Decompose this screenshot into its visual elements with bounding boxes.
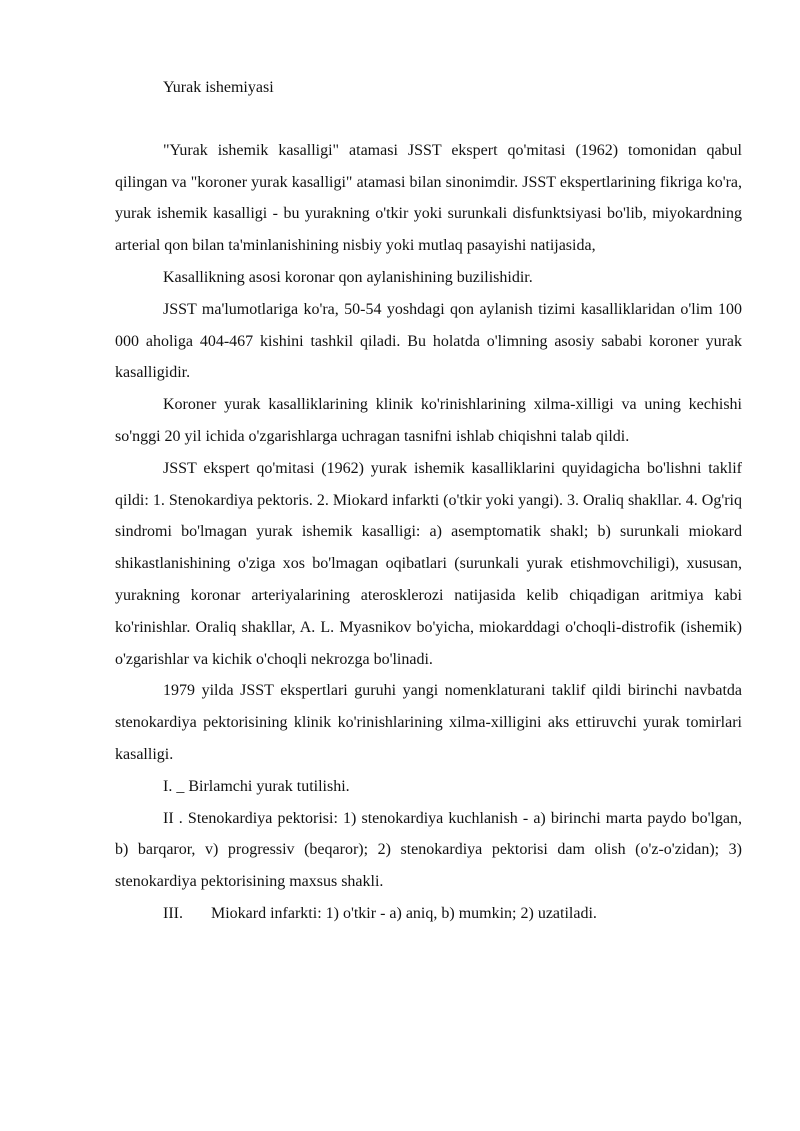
paragraph-2: Kasallikning asosi koronar qon aylanishining buzilishidir.	[163, 268, 533, 286]
classification-item-2: II . Stenokardiya pektorisi: 1) stenokardiya kuchlanish - a) birinchi marta paydo bo'lgan, b) barqaror, v) progressiv (beqaror); 2) stenokardiya pektorisi dam olish (o'z-o'zidan); 3) stenokardiya pektorisining maxsus shakli.	[115, 809, 742, 891]
paragraph-5: JSST ekspert qo'mitasi (1962) yurak ishemik kasalliklarini quyidagicha bo'lishni taklif qildi: 1. Stenokardiya pektoris. 2. Miokard infarkti (o'tkir yoki yangi). 3. Oraliq shakllar. 4. Og'riq sindromi bo'lmagan yurak ishemik kasalligi: a) asemptomatik shakl; b) surunkali miokard shikastlanishining o'ziga xos bo'lmagan oqibatlari (surunkali yurak etishmovchiligi), xususan, yurakning koronar arteriyalarining aterosklerozi natijasida kelib chiqadigan aritmiya kabi ko'rinishlar. Oraliq shakllar, A. L. Myasnikov bo'yicha, miokarddagi o'choqli-distrofik (ishemik) o'zgarishlar va kichik o'choqli nekrozga bo'linadi.	[115, 459, 742, 668]
classification-item-1: I. _ Birlamchi yurak tutilishi.	[163, 777, 350, 795]
document-title: Yurak ishemiyasi	[163, 79, 274, 96]
paragraph-4: Koroner yurak kasalliklarining klinik ko'rinishlarining xilma-xilligi va uning kechishi so'nggi 20 yil ichida o'zgarishlarga uchragan tasnifni ishlab chiqishni talab qildi.	[115, 396, 742, 445]
paragraph-3: JSST ma'lumotlariga ko'ra, 50-54 yoshdagi qon aylanish tizimi kasalliklaridan o'lim 100 000 aholiga 404-467 kishini tashkil qiladi. Bu holatda o'limning asosiy sababi koroner yurak kasalligidir.	[115, 300, 742, 382]
paragraph-1: "Yurak ishemik kasalligi" atamasi JSST ekspert qo'mitasi (1962) tomonidan qabul qilingan va "koroner yurak kasalligi" atamasi bilan sinonimdir. JSST ekspertlarining fikriga ko'ra, yurak ishemik kasalligi - bu yurakning o'tkir yoki surunkali disfunktsiyasi bo'lib, miyokardning arterial qon bilan ta'minlanishining nisbiy yoki mutlaq pasayishi natijasida,	[115, 141, 742, 255]
classification-item-3-text: Miokard infarkti: 1) o'tkir - a) aniq, b) mumkin; 2) uzatiladi.	[211, 904, 597, 922]
classification-item-3	[115, 898, 742, 930]
roman-numeral: III.	[163, 904, 183, 922]
document-page	[115, 72, 742, 930]
paragraph-6: 1979 yilda JSST ekspertlari guruhi yangi nomenklaturani taklif qildi birinchi navbatda stenokardiya pektorisining klinik ko'rinishlarining xilma-xilligini aks ettiruvchi yurak tomirlari kasalligi.	[115, 682, 742, 763]
